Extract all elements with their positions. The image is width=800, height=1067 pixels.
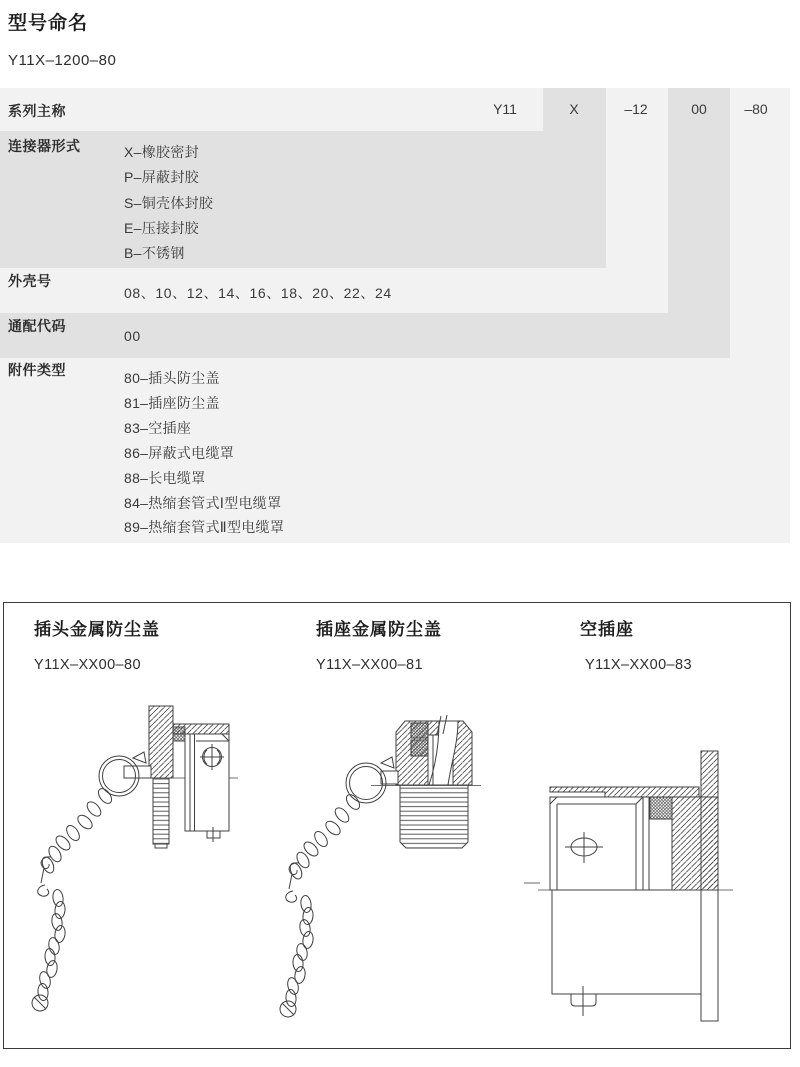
figure-3-title: 空插座 <box>580 620 634 639</box>
plug-dust-cap-drawing <box>21 691 281 1021</box>
figure-2-model: Y11X–XX00–81 <box>316 657 423 673</box>
connector-form-label: 连接器形式 <box>8 138 81 154</box>
figure-panel <box>3 602 791 1049</box>
connector-form-options <box>124 140 213 266</box>
series-row-label: 系列主称 <box>8 103 66 119</box>
accessory-type-option: 84–热缩套管式Ⅰ型电缆罩 <box>124 494 282 511</box>
connector-form-option: P–屏蔽封胶 <box>124 169 199 186</box>
figure-1-model: Y11X–XX00–80 <box>34 657 141 673</box>
accessory-type-option: 86–屏蔽式电缆罩 <box>124 444 235 461</box>
figure-2-title: 插座金属防尘盖 <box>316 620 442 639</box>
band-row-universal-code <box>0 313 730 358</box>
accessory-type-option: 80–插头防尘盖 <box>124 370 220 386</box>
series-value-00: 00 <box>691 101 707 117</box>
accessory-type-option: 88–长电缆罩 <box>124 469 206 486</box>
band-row-accessory-type <box>0 358 790 543</box>
universal-code-label: 通配代码 <box>8 318 66 334</box>
empty-socket-drawing <box>521 691 800 1023</box>
series-value-80: –80 <box>744 101 768 117</box>
model-example: Y11X–1200–80 <box>8 52 117 69</box>
shell-size-value: 08、10、12、14、16、18、20、22、24 <box>124 285 392 301</box>
figure-3-model: Y11X–XX00–83 <box>585 657 692 673</box>
connector-form-option: X–橡胶密封 <box>124 144 199 160</box>
page-title: 型号命名 <box>8 13 89 34</box>
band-row-series <box>0 88 543 131</box>
accessory-type-option: 81–插座防尘盖 <box>124 394 220 411</box>
accessory-type-option: 83–空插座 <box>124 419 192 436</box>
accessory-type-option: 89–热缩套管式Ⅱ型电缆罩 <box>124 519 285 536</box>
shell-size-label: 外壳号 <box>8 273 52 289</box>
connector-form-option: S–铜壳体封胶 <box>124 194 214 211</box>
band-row-connector-form <box>0 131 606 268</box>
series-value-12: –12 <box>624 101 648 117</box>
connector-form-option: E–压接封胶 <box>124 219 199 236</box>
accessory-type-label: 附件类型 <box>8 362 66 378</box>
connector-form-option: B–不锈钢 <box>124 245 185 262</box>
series-value-x: X <box>569 101 579 117</box>
socket-dust-cap-drawing <box>281 691 541 1021</box>
universal-code-value: 00 <box>124 328 141 344</box>
series-value-y11: Y11 <box>493 101 517 117</box>
figure-1-title: 插头金属防尘盖 <box>34 620 160 639</box>
accessory-type-options <box>124 366 284 540</box>
